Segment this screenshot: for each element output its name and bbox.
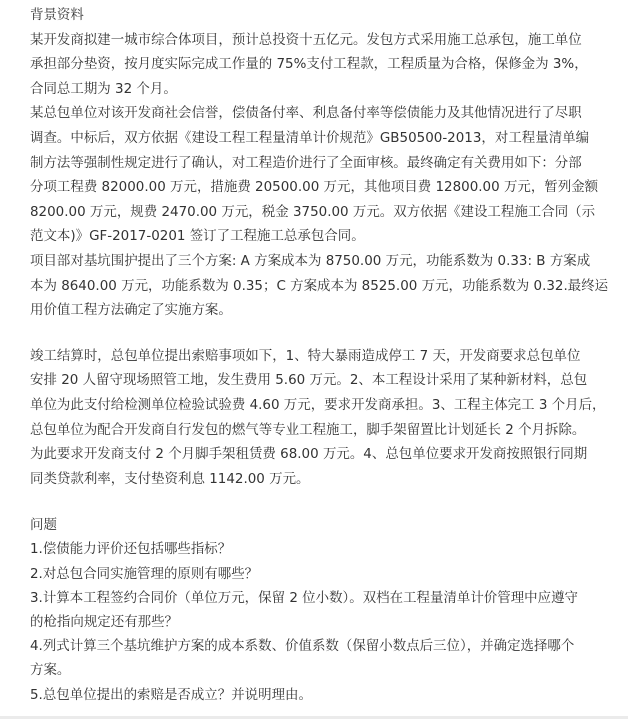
background-paragraph-2 [30, 101, 622, 249]
spacer [30, 491, 622, 513]
text-line: 合同总工期为 32 个月。 [30, 80, 177, 97]
text-line: 本为 8640.00 万元，功能系数为 0.35；C 方案成本为 8525.00 万元，功能系数为 0.32.最终运 [30, 277, 609, 294]
background-paragraph-3 [30, 249, 622, 323]
question-item: 3.计算本工程签约合同价（单位万元，保留 2 位小数）。双档在工程量清单计价管理中应遵守 [30, 589, 579, 606]
question-item: 5.总包单位提出的索赔是否成立？并说明理由。 [30, 686, 312, 703]
questions-section [30, 513, 622, 707]
text-line: 竣工结算时，总包单位提出索赔事项如下，1、特大暴雨造成停工 7 天，开发商要求总包单位 [30, 347, 581, 364]
claims-paragraph [30, 344, 622, 492]
background-heading: 背景资料 [30, 7, 84, 23]
text-line: 单位为此支付给检测单位检验试验费 4.60 万元，要求开发商承担。3、工程主体完工 3 个月后， [30, 396, 606, 413]
text-line: 调查。中标后，双方依据《建设工程工程量清单计价规范》GB50500-2013，对工程量清单编 [30, 129, 590, 146]
text-line: 承担部分垫资，按月度实际完成工作量的 75%支付工程款，工程质量为合格，保修金为 3%， [30, 56, 588, 73]
text-line: 某开发商拟建一城市综合体项目，预计总投资十五亿元。发包方式采用施工总承包，施工单位 [30, 31, 582, 48]
text-line: 同类贷款利率，支付垫资利息 1142.00 万元。 [30, 470, 310, 487]
text-line: 用价值工程方法确定了实施方案。 [30, 302, 232, 319]
text-line: 制方法等强制性规定进行了确认，对工程造价进行了全面审核。最终确定有关费用如下：分部 [30, 154, 582, 171]
question-item-continued: 的枪指向规定还有那些？ [30, 614, 179, 631]
text-line: 为此要求开发商支付 2 个月脚手架租赁费 68.00 万元。4、总包单位要求开发商按照银行同期 [30, 446, 588, 463]
text-line: 总包单位为配合开发商自行发包的燃气等专业工程施工，脚手架留置比计划延长 2 个月拆除。 [30, 421, 586, 438]
question-item: 1.偿债能力评价还包括哪些指标？ [30, 541, 232, 558]
text-line: 范文本)》GF-2017-0201 签订了工程施工总承包合同。 [30, 228, 365, 245]
spacer [30, 323, 622, 344]
document-body [30, 3, 622, 707]
text-line: 分项工程费 82000.00 万元，措施费 20500.00 万元，其他项目费 12800.00 万元，暂列金额 [30, 179, 599, 196]
text-line: 8200.00 万元，规费 2470.00 万元，税金 3750.00 万元。双方依据《建设工程施工合同（示 [30, 203, 596, 220]
questions-heading: 问题 [30, 517, 57, 534]
text-line: 安排 20 人留守现场照管工地，发生费用 5.60 万元。2、本工程设计采用了某种新材料，总包 [30, 372, 588, 389]
question-item-continued: 方案。 [30, 662, 71, 679]
question-item: 2.对总包合同实施管理的原则有哪些？ [30, 565, 259, 582]
text-line: 项目部对基坑围护提出了三个方案: A 方案成本为 8750.00 万元，功能系数为 0.33: B 方案成 [30, 252, 591, 269]
question-item: 4.列式计算三个基坑维护方案的成本系数、价值系数（保留小数点后三位），并确定选择哪个 [30, 638, 575, 655]
background-paragraph-1 [30, 28, 622, 102]
text-line: 某总包单位对该开发商社会信誉，偿债备付率、利息备付率等偿债能力及其他情况进行了尽职 [30, 105, 582, 122]
